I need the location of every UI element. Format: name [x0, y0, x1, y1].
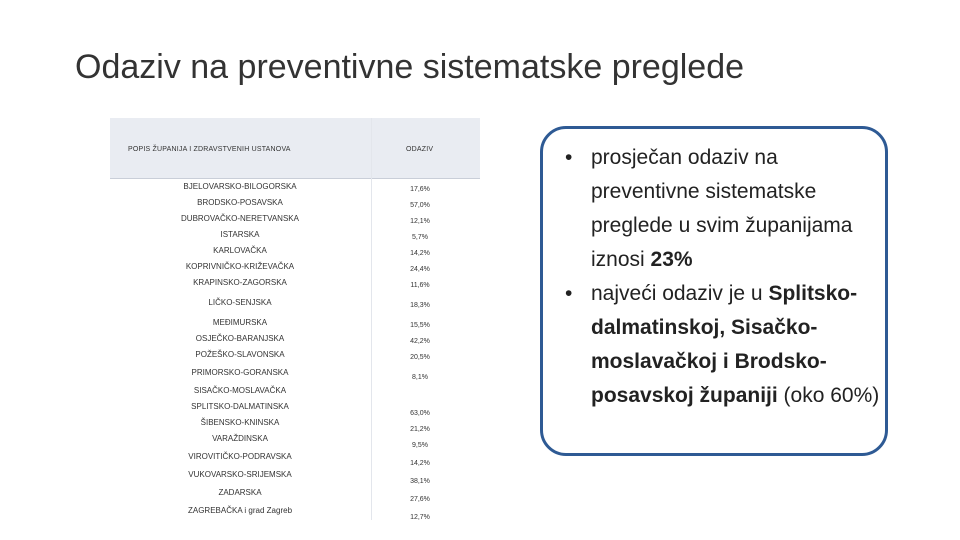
table-row-county: BRODSKO-POSAVSKA — [197, 198, 283, 207]
table-row-response: 12,1% — [410, 218, 430, 225]
table-row-county: VIROVITIČKO-PODRAVSKA — [188, 452, 292, 461]
average-value: 23% — [650, 248, 693, 271]
table-row-response: 20,5% — [410, 354, 430, 361]
table-row-county: SPLITSKO-DALMATINSKA — [191, 402, 289, 411]
table-row-county: ŠIBENSKO-KNINSKA — [200, 418, 280, 427]
summary-callout — [540, 126, 888, 456]
table-row-county: ZAGREBAČKA i grad Zagreb — [187, 506, 293, 515]
bullet-icon: • — [565, 146, 573, 169]
summary-list — [563, 141, 883, 413]
table-row-response: 14,2% — [410, 460, 430, 467]
table-row-response: 18,3% — [410, 302, 430, 309]
table-row-response: 24,4% — [410, 266, 430, 273]
table-row-response: 5,7% — [412, 234, 428, 241]
table-row-county: VARAŽDINSKA — [212, 434, 268, 443]
average-text: prosječan odaziv na preventivne sistematske preglede u svim županijama iznosi — [591, 146, 853, 271]
summary-item-highest — [563, 277, 883, 413]
table-row-county: KRAPINSKO-ZAGORSKA — [193, 278, 287, 287]
table-row-county: VUKOVARSKO-SRIJEMSKA — [188, 470, 292, 479]
table-header — [110, 118, 480, 179]
bullet-icon: • — [565, 282, 573, 305]
table-row-response: 42,2% — [410, 338, 430, 345]
table-row-response: 57,0% — [410, 202, 430, 209]
highest-tail: (oko 60%) — [777, 384, 880, 407]
table-row-response: 63,0% — [410, 410, 430, 417]
table-row-county: PRIMORSKO-GORANSKA — [191, 368, 289, 377]
table-row-county: SISAČKO-MOSLAVAČKA — [193, 386, 287, 395]
header-county: POPIS ŽUPANIJA I ZDRAVSTVENIH USTANOVA — [128, 146, 291, 153]
highest-counties: Splitsko-dalmatinskoj, Sisačko-moslavačkoj i Brodsko-posavskoj županiji — [591, 282, 858, 407]
table-row-response: 14,2% — [410, 250, 430, 257]
table-row-response: 15,5% — [410, 322, 430, 329]
table-row-county: KOPRIVNIČKO-KRIŽEVAČKA — [185, 262, 295, 271]
table-row-county: MEĐIMURSKA — [212, 318, 268, 327]
table-row-county: BJELOVARSKO-BILOGORSKA — [183, 182, 297, 191]
table-row-county: DUBROVAČKO-NERETVANSKA — [181, 214, 299, 223]
table-row-county: KARLOVAČKA — [213, 246, 267, 255]
table-row-response: 9,5% — [412, 442, 428, 449]
table-row-county: OSJEČKO-BARANJSKA — [195, 334, 285, 343]
table-row-county: ZADARSKA — [218, 488, 262, 497]
table-row-response: 27,6% — [410, 496, 430, 503]
summary-item-average — [563, 141, 883, 277]
highest-text: najveći odaziv je u — [591, 282, 769, 305]
table-row-response: 12,7% — [410, 514, 430, 521]
table-body — [110, 178, 480, 520]
table-row-response: 11,6% — [410, 282, 430, 289]
table-row-response: 21,2% — [410, 426, 430, 433]
header-response: ODAZIV — [406, 146, 434, 153]
table-row-county: ISTARSKA — [220, 230, 260, 239]
table-row-response: 8,1% — [412, 374, 428, 381]
table-row-response: 17,6% — [410, 186, 430, 193]
table-row-response: 38,1% — [410, 478, 430, 485]
response-table — [110, 118, 480, 520]
slide-title: Odaziv na preventivne sistematske preglede — [75, 48, 745, 86]
table-row-county: LIČKO-SENJSKA — [208, 298, 272, 307]
table-row-county: POŽEŠKO-SLAVONSKA — [195, 350, 285, 359]
